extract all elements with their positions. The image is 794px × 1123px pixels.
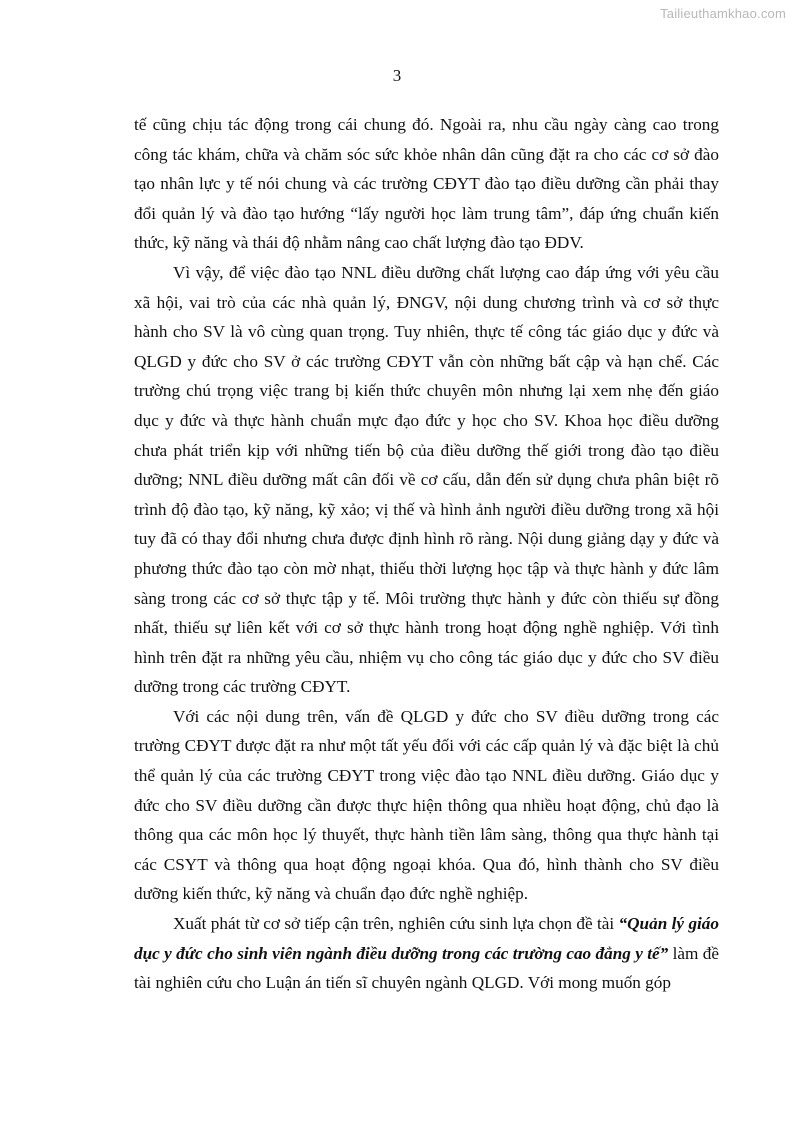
paragraph-continuation: tế cũng chịu tác động trong cái chung đó. Ngoài ra, nhu cầu ngày càng cao trong công tác khám, chữa và chăm sóc sức khỏe nhân dân cũng đặt ra cho các cơ sở đào tạo nhân lực y tế nói chung và các trường CĐYT đào tạo điều dưỡng cần phải thay đổi quản lý và đào tạo hướng “lấy người học làm trung tâm”, đáp ứng chuẩn kiến thức, kỹ năng và thái độ nhằm nâng cao chất lượng đào tạo ĐDV. <box>134 115 719 253</box>
document-body <box>134 110 719 998</box>
paragraph-thesis-topic <box>134 909 719 998</box>
page-number: 3 <box>392 66 402 85</box>
thesis-topic-tail: làm đề tài nghiên cứu cho Luận án tiến sĩ chuyên ngành QLGD. Với mong muốn góp <box>134 943 719 993</box>
paragraph-management-rationale: Với các nội dung trên, vấn đề QLGD y đức cho SV điều dưỡng trong các trường CĐYT được đặt ra như một tất yếu đối với các cấp quản lý và đặc biệt là chủ thể quản lý của các trường CĐYT trong việc đào tạo NNL điều dưỡng. Giáo dục y đức cho SV điều dưỡng cần được thực hiện thông qua nhiều hoạt động, chủ đạo là thông qua các môn học lý thuyết, thực hành tiền lâm sàng, thông qua thực hành tại các CSYT và thông qua hoạt động ngoại khóa. Qua đó, hình thành cho SV điều dưỡng kiến thức, kỹ năng và chuẩn đạo đức nghề nghiệp. <box>134 706 719 904</box>
watermark: Tailieuthamkhao.com <box>660 6 786 21</box>
thesis-topic-lead: Xuất phát từ cơ sở tiếp cận trên, nghiên cứu sinh lựa chọn đề tài <box>173 914 619 934</box>
thesis-title: “Quản lý giáo dục y đức cho sinh viên ngành điều dưỡng trong các trường cao đẳng y tế” <box>134 914 719 963</box>
paragraph-training-challenges: Vì vậy, để việc đào tạo NNL điều dưỡng chất lượng cao đáp ứng với yêu cầu xã hội, vai trò của các nhà quản lý, ĐNGV, nội dung chương trình và cơ sở thực hành cho SV là vô cùng quan trọng. Tuy nhiên, thực tế công tác giáo dục y đức và QLGD y đức cho SV ở các trường CĐYT vẫn còn những bất cập và hạn chế. Các trường chú trọng việc trang bị kiến thức chuyên môn nhưng lại xem nhẹ đến giáo dục y đức và thực hành chuẩn mực đạo đức y học cho SV. Khoa học điều dưỡng chưa phát triển kịp với những tiến bộ của điều dưỡng thế giới trong đào tạo điều dưỡng; NNL điều dưỡng mất cân đối về cơ cấu, dẫn đến sử dụng chưa phân biệt rõ trình độ đào tạo, kỹ năng, kỹ xảo; vị thế và hình ảnh người điều dưỡng trong xã hội tuy đã có thay đổi nhưng chưa được định hình rõ ràng. Nội dung giảng dạy y đức và phương thức đào tạo còn mờ nhạt, thiếu thời lượng học tập và thực hành y đức lâm sàng trong các cơ sở thực tập y tế. Môi trường thực hành y đức còn thiếu sự đồng nhất, thiếu sự liên kết với cơ sở thực hành trong hoạt động nghề nghiệp. Với tình hình trên đặt ra những yêu cầu, nhiệm vụ cho công tác giáo dục y đức cho SV điều dưỡng trong các trường CĐYT. <box>134 262 719 697</box>
